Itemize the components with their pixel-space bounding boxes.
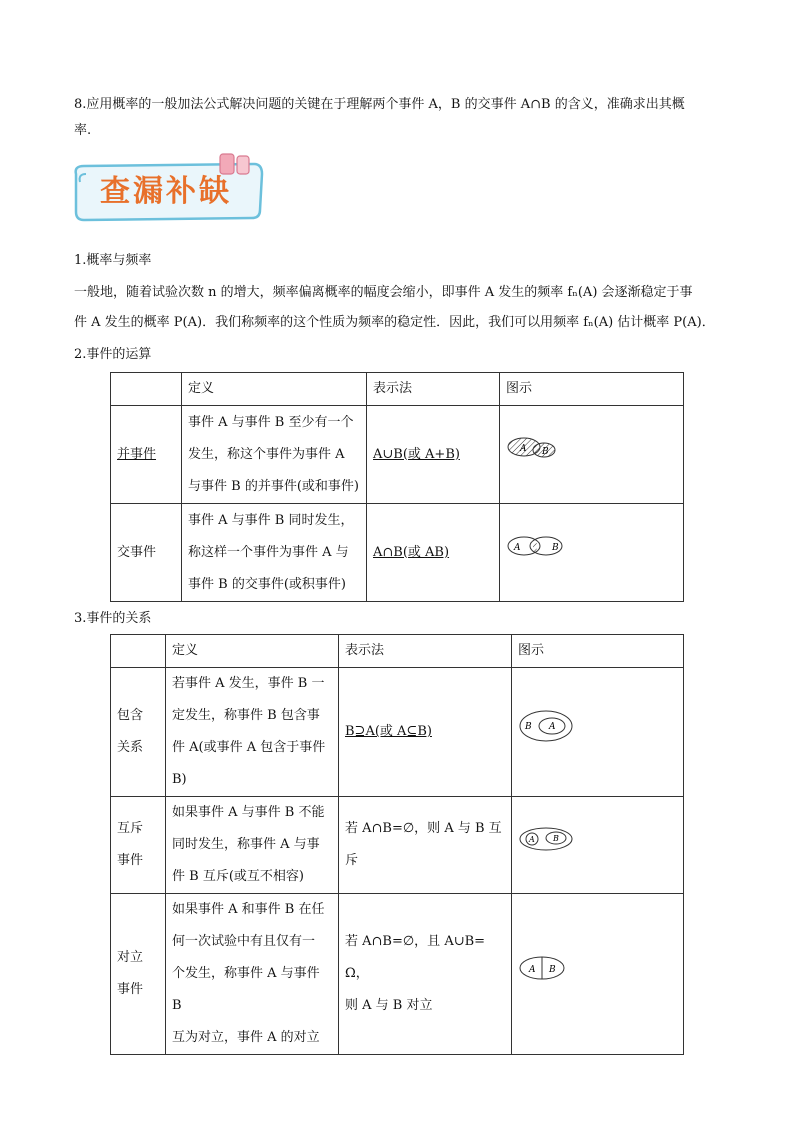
section1-paragraph-line-2: 件 A 发生的概率 P(A)．我们称频率的这个性质为频率的稳定性．因此，我们可以用频率 fₙ(A) 估计概率 P(A)．	[74, 315, 715, 330]
complementary-venn-diagram	[512, 894, 684, 1055]
row-name: 包含 关系	[111, 668, 166, 797]
row-definition: 如果事件 A 和事件 B 在任 何一次试验中有且仅有一 个发生，称事件 A 与事件 B 互为对立，事件 A 的对立	[166, 894, 339, 1055]
row-definition: 如果事件 A 与事件 B 不能 同时发生，称事件 A 与事 件 B 互斥(或互不相容)	[166, 797, 339, 894]
header-empty	[111, 373, 182, 406]
row-definition: 若事件 A 发生，事件 B 一 定发生，称事件 B 包含事 件 A(或事件 A 包含于事件 B)	[166, 668, 339, 797]
table-row	[111, 668, 684, 797]
row-notation: 若 A∩B=∅，且 A∪B= Ω， 则 A 与 B 对立	[339, 894, 512, 1055]
section1-paragraph-line-1: 一般地，随着试验次数 n 的增大，频率偏离概率的幅度会缩小，即事件 A 发生的频率 fₙ(A) 会逐渐稳定于事	[74, 285, 693, 300]
svg-text:A: A	[529, 964, 536, 975]
intersection-venn-diagram	[500, 504, 684, 602]
union-venn-diagram	[500, 406, 684, 504]
svg-text:B: B	[553, 833, 559, 843]
event-operations-table	[110, 372, 684, 602]
row-name: 交事件	[111, 504, 182, 602]
header-diagram: 图示	[500, 373, 684, 406]
header-notation: 表示法	[339, 635, 512, 668]
row-definition: 事件 A 与事件 B 同时发生， 称这样一个事件为事件 A 与 事件 B 的交事件(或积事件)	[182, 504, 367, 602]
header-definition: 定义	[182, 373, 367, 406]
header-diagram: 图示	[512, 635, 684, 668]
mutually-exclusive-venn-diagram	[512, 797, 684, 894]
svg-text:A: A	[529, 834, 535, 844]
row-name: 对立 事件	[111, 894, 166, 1055]
inclusion-venn-diagram	[512, 668, 684, 797]
section3-heading: 3.事件的关系	[74, 611, 152, 626]
table-row	[111, 406, 684, 504]
svg-text:A: A	[514, 543, 521, 553]
row-notation: B⊇A(或 A⊆B)	[339, 668, 512, 797]
row-name: 并事件	[111, 406, 182, 504]
header-notation: 表示法	[367, 373, 500, 406]
section2-heading: 2.事件的运算	[74, 347, 152, 362]
svg-text:B: B	[542, 447, 549, 457]
row-definition: 事件 A 与事件 B 至少有一个 发生，称这个事件为事件 A 与事件 B 的并事件(或和事件)	[182, 406, 367, 504]
row-notation: A∪B(或 A+B)	[367, 406, 500, 504]
svg-text:A: A	[549, 721, 556, 732]
section1-heading: 1.概率与频率	[74, 253, 152, 268]
row-name: 互斥 事件	[111, 797, 166, 894]
event-relations-table	[110, 634, 684, 1055]
svg-text:B: B	[525, 721, 532, 732]
svg-text:A: A	[520, 444, 527, 454]
header-definition: 定义	[166, 635, 339, 668]
table-row	[111, 894, 684, 1055]
svg-text:B: B	[552, 543, 559, 553]
header-empty	[111, 635, 166, 668]
svg-text:B: B	[549, 964, 556, 975]
table-row	[111, 504, 684, 602]
banner-title: 查漏补缺	[100, 174, 232, 209]
table-row	[111, 797, 684, 894]
intro-line-1: 8.应用概率的一般加法公式解决问题的关键在于理解两个事件 A，B 的交事件 A∩B 的含义，准确求出其概	[74, 97, 685, 112]
intro-line-2: 率.	[74, 123, 92, 138]
row-notation: 若 A∩B=∅，则 A 与 B 互斥	[339, 797, 512, 894]
row-notation: A∩B(或 AB)	[367, 504, 500, 602]
